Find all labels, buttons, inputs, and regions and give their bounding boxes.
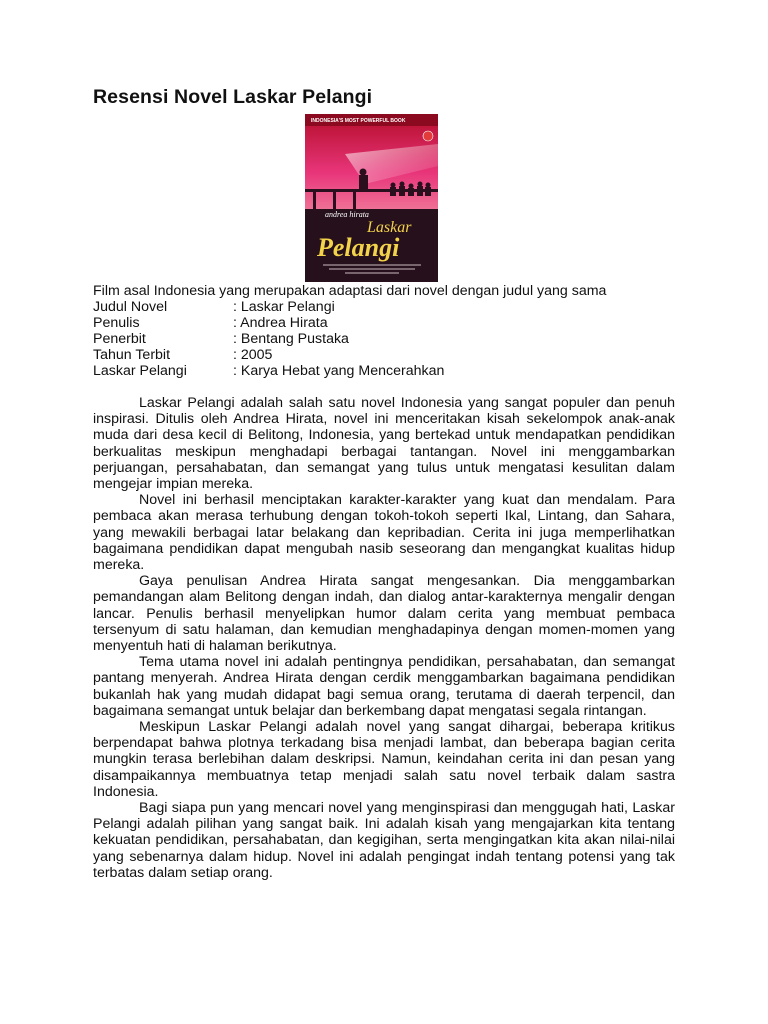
- info-row: [93, 363, 444, 379]
- review-paragraph: Bagi siapa pun yang mencari novel yang menginspirasi dan menggugah hati, Laskar Pelangi adalah pilihan yang sangat baik. Ini adalah kisah yang mengajarkan kita tentang kekuatan pendidikan, persahabatan, dan kegigihan, serta mengingatkan kita akan nilai-nilai yang sebenarnya dalam hidup. Novel ini adalah pengingat indah tentang potensi yang tak terbatas dalam setiap orang.: [93, 800, 675, 881]
- book-cover-image: [305, 114, 438, 282]
- cover-title-line2: Pelangi: [317, 233, 400, 262]
- cover-author-text: andrea hirata: [325, 210, 369, 219]
- book-info-table: [93, 299, 444, 379]
- review-paragraph: Meskipun Laskar Pelangi adalah novel yang sangat dihargai, beberapa kritikus berpendapat bahwa plotnya terkadang bisa menjadi lambat, dan beberapa bagian cerita mungkin terasa berlebihan dalam deskripsi. Namun, keindahan cerita ini dan pesan yang disampaikannya membuatnya tetap menjadi salah satu novel terbaik dalam sastra Indonesia.: [93, 719, 675, 800]
- review-body: [93, 395, 675, 881]
- info-value: : Bentang Pustaka: [233, 331, 349, 347]
- info-row: [93, 299, 444, 315]
- info-value: : Andrea Hirata: [233, 315, 328, 331]
- info-key: Tahun Terbit: [93, 347, 171, 363]
- info-value: : Laskar Pelangi: [233, 299, 335, 315]
- review-paragraph: Laskar Pelangi adalah salah satu novel Indonesia yang sangat populer dan penuh inspirasi. Ditulis oleh Andrea Hirata, novel ini menceritakan kisah sekelompok anak-anak muda dari desa kecil di Belitong, Indonesia, yang bertekad untuk mendapatkan pendidikan berkualitas meskipun menghadapi berbagai tantangan. Novel ini menggambarkan perjuangan, persahabatan, dan semangat yang tulus untuk mengatasi kesulitan dalam mengejar impian mereka.: [93, 395, 675, 493]
- info-key: Penulis: [93, 315, 140, 331]
- info-row: [93, 315, 444, 331]
- info-row: [93, 347, 444, 363]
- cover-title-line1: Laskar: [367, 219, 412, 236]
- cover-banner-text: INDONESIA'S MOST POWERFUL BOOK: [311, 118, 406, 124]
- page-title: Resensi Novel Laskar Pelangi: [93, 86, 373, 108]
- review-paragraph: Tema utama novel ini adalah pentingnya pendidikan, persahabatan, dan semangat pantang menyerah. Andrea Hirata dengan cerdik menggambarkan bagaimana pendidikan bukanlah hak yang mudah didapat bagi semua orang, terutama di daerah terpencil, dan bagaimana semangat untuk belajar dan berkembang dapat mengatasi segala rintangan.: [93, 654, 675, 719]
- info-key: Laskar Pelangi: [93, 363, 187, 379]
- review-paragraph: Gaya penulisan Andrea Hirata sangat mengesankan. Dia menggambarkan pemandangan alam Belitong dengan indah, dan dialog antar-karakternya mengalir dengan lancar. Penulis berhasil menyelipkan humor dalam cerita yang membuat pembaca tersenyum di satu halaman, dan kemudian menghadapinya dengan momen-momen yang menyentuh hati di halaman berikutnya.: [93, 573, 675, 655]
- info-value: : 2005: [233, 347, 273, 363]
- cover-caption: Film asal Indonesia yang merupakan adaptasi dari novel dengan judul yang sama: [93, 283, 607, 299]
- review-paragraph: Novel ini berhasil menciptakan karakter-karakter yang kuat dan mendalam. Para pembaca akan merasa terhubung dengan tokoh-tokoh seperti Ikal, Lintang, dan Sahara, yang mewakili berbagai latar belakang dan kepribadian. Cerita ini juga memperlihatkan bagaimana pendidikan dapat mengubah nasib seseorang dan mengangkat kualitas hidup mereka.: [93, 492, 675, 574]
- info-key: Judul Novel: [93, 299, 168, 315]
- info-key: Penerbit: [93, 331, 146, 347]
- info-value: : Karya Hebat yang Mencerahkan: [233, 363, 445, 379]
- info-row: [93, 331, 444, 347]
